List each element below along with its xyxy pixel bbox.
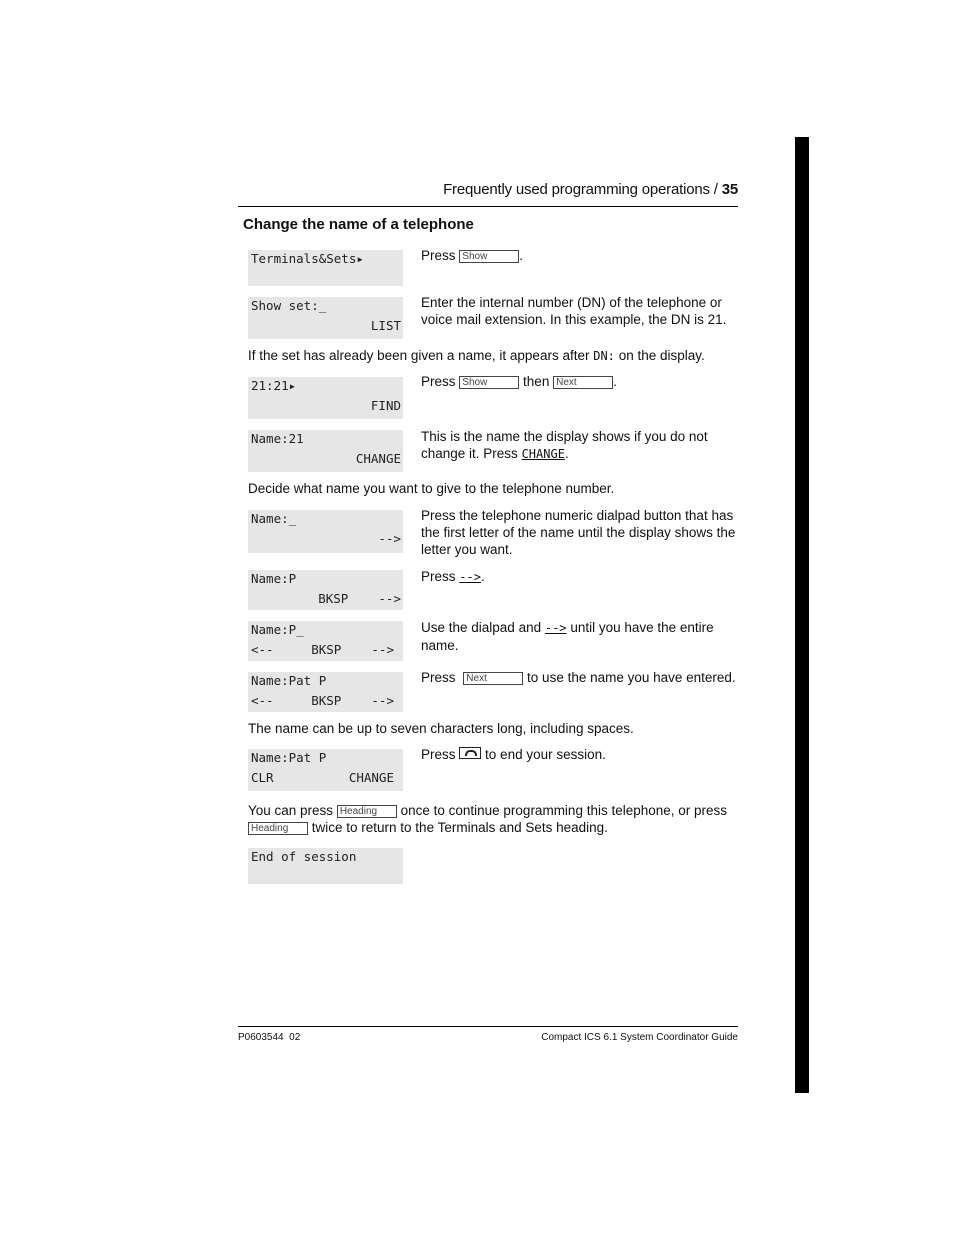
step-text <box>421 428 737 463</box>
display-panel <box>248 297 403 339</box>
paragraph: The name can be up to seven characters long, including spaces. <box>248 721 634 736</box>
display-panel <box>248 672 403 712</box>
display-panel <box>248 430 403 472</box>
step-text <box>421 619 737 654</box>
release-handset-icon[interactable] <box>459 747 481 759</box>
step-text-part: . <box>613 374 617 389</box>
step-text: Press the telephone numeric dialpad button that has the first letter of the name until the display shows the letter you want. <box>421 508 736 557</box>
paragraph-part: If the set has already been given a name, it appears after <box>248 348 590 363</box>
step-text-part: Press <box>421 569 456 584</box>
display-code: DN: <box>593 349 615 363</box>
display-panel <box>248 848 403 884</box>
display-line-2: CLR CHANGE <box>251 770 394 785</box>
display-line-2: FIND <box>370 398 401 413</box>
paragraph: Decide what name you want to give to the telephone number. <box>248 481 615 496</box>
step-text-part: . <box>480 569 485 584</box>
paragraph-part: on the display. <box>618 348 705 363</box>
section-heading: Change the name of a telephone <box>243 216 474 233</box>
display-line-2: --> <box>378 531 401 546</box>
page-edge-tab <box>795 137 809 1093</box>
paragraph <box>248 347 738 365</box>
display-panel <box>248 570 403 610</box>
step-text-part: Press <box>421 248 456 263</box>
page-header <box>238 180 738 207</box>
step-text <box>421 568 737 586</box>
display-line-2: <-- BKSP --> <box>251 693 394 708</box>
next-key[interactable]: Next <box>463 672 523 685</box>
show-key[interactable]: Show <box>459 376 519 389</box>
step-text-part: Press <box>421 747 456 762</box>
step-text-part: Press <box>421 670 456 685</box>
display-line-2: CHANGE <box>355 451 401 466</box>
display-line-1: Name:Pat P <box>251 673 327 688</box>
step-text: Enter the internal number (DN) of the telephone or voice mail extension. In this example, the DN is 21. <box>421 295 727 327</box>
display-line-2: <-- BKSP --> <box>251 642 394 657</box>
step-text-part: then <box>523 374 550 389</box>
step-text-part: . <box>564 446 569 461</box>
display-line-1: Name:P <box>251 571 297 586</box>
display-panel <box>248 377 403 419</box>
step-text <box>421 746 737 763</box>
paragraph <box>248 802 738 836</box>
display-line-1: End of session <box>251 849 357 864</box>
display-panel <box>248 250 403 286</box>
display-line-2: LIST <box>370 318 401 333</box>
show-key[interactable]: Show <box>459 250 519 263</box>
display-panel <box>248 510 403 553</box>
step-text <box>421 669 737 686</box>
header-title: Frequently used programming operations <box>443 181 710 198</box>
paragraph-part: twice to return to the Terminals and Sets heading. <box>311 820 608 835</box>
header-separator: / <box>713 181 718 198</box>
display-line-1: Name:_ <box>251 511 297 526</box>
step-text <box>421 373 737 390</box>
page-number: 35 <box>721 181 738 198</box>
display-panel <box>248 749 403 791</box>
paragraph-part: You can press <box>248 803 334 818</box>
step-text-part: to end your session. <box>485 747 606 762</box>
document-title: Compact ICS 6.1 System Coordinator Guide <box>541 1032 738 1043</box>
forward-softkey[interactable]: --> <box>459 570 481 584</box>
forward-softkey[interactable]: --> <box>544 621 567 635</box>
display-line-2: BKSP --> <box>318 591 401 606</box>
display-panel <box>248 621 403 661</box>
next-key[interactable]: Next <box>553 376 613 389</box>
paragraph-part: once to continue programming this telephone, or press <box>400 803 728 818</box>
display-line-1: Name:P_ <box>251 622 304 637</box>
display-line-1: Show set:_ <box>251 298 327 313</box>
step-text-part: . <box>519 248 524 263</box>
step-text-part: until you have the entire name. <box>421 620 714 653</box>
display-line-1: Name:21 <box>251 431 304 446</box>
header-text <box>443 181 738 198</box>
heading-key[interactable]: Heading <box>337 805 397 818</box>
step-text-part: to use the name you have entered. <box>527 670 736 685</box>
display-line-1: Name:Pat P <box>251 750 327 765</box>
display-line-1: 21:21▸ <box>251 378 297 393</box>
step-text-part: This is the name the display shows if you do not change it. Press <box>421 429 708 461</box>
change-softkey[interactable]: CHANGE <box>521 447 565 461</box>
document-number: P0603544 02 <box>238 1032 301 1043</box>
step-text <box>421 247 737 264</box>
step-text-part: Use the dialpad and <box>421 620 542 635</box>
step-text-part: Press <box>421 374 456 389</box>
heading-key[interactable]: Heading <box>248 822 308 835</box>
display-line-1: Terminals&Sets▸ <box>251 251 364 266</box>
page-footer <box>238 1026 738 1047</box>
